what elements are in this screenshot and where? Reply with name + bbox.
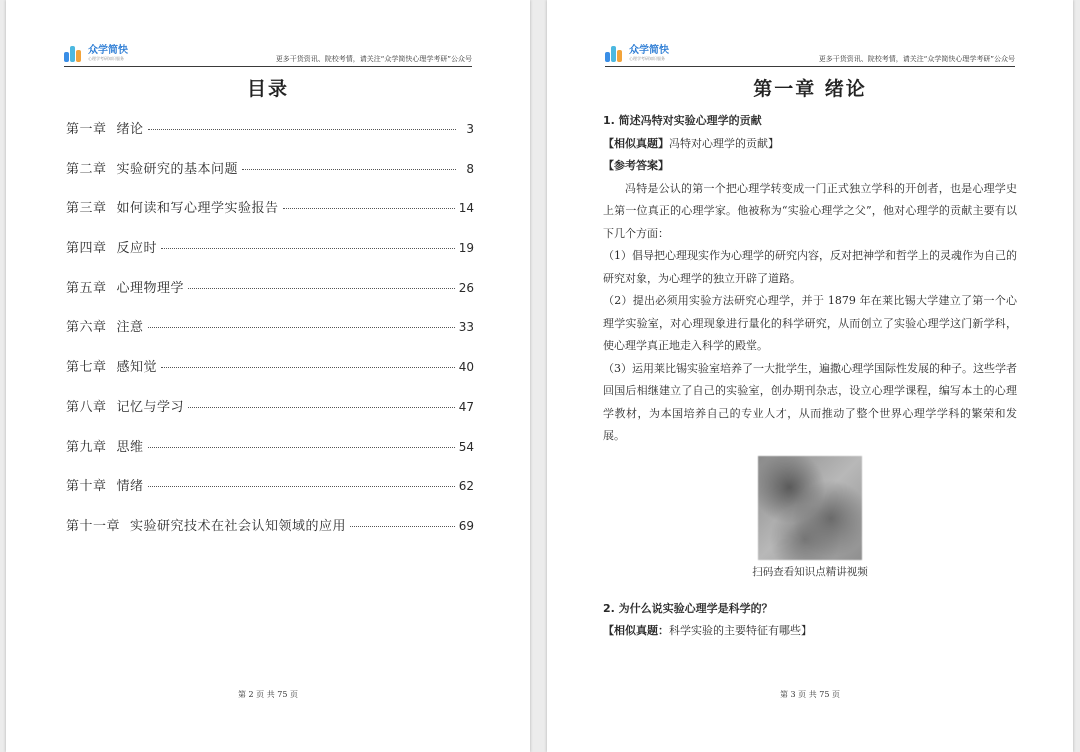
similar-question-1 — [603, 133, 1017, 156]
toc-item[interactable] — [66, 118, 474, 158]
toc-item-title: 反应时 — [116, 241, 158, 257]
header-divider — [605, 66, 1015, 67]
toc-item-title: 如何读和写心理学实验报告 — [116, 201, 279, 217]
toc-page-number: 40 — [458, 360, 474, 375]
logo-icon — [64, 44, 86, 62]
toc-leader — [188, 288, 455, 289]
chapter-body — [603, 110, 1017, 643]
page-header — [64, 44, 472, 66]
toc-page-number: 33 — [458, 320, 474, 335]
toc-item[interactable] — [66, 277, 474, 317]
toc-item[interactable] — [66, 475, 474, 515]
question-1: 1. 简述冯特对实验心理学的贡献 — [603, 114, 762, 127]
toc-chapter: 第九章 — [66, 439, 107, 455]
toc-chapter: 第七章 — [66, 360, 107, 376]
toc-page-number: 8 — [466, 161, 474, 176]
similar-text: 冯特对心理学的贡献】 — [669, 136, 779, 150]
answer-point-1: （1）倡导把心理现实作为心理学的研究内容，反对把神学和哲学上的灵魂作为自己的研究对象，为心理学的独立开辟了道路。 — [603, 249, 1017, 285]
toc-page-number: 14 — [458, 201, 474, 216]
toc-item-title: 实验研究的基本问题 — [116, 161, 239, 177]
brand-subtitle: 心理学考研知识服务 — [629, 55, 665, 61]
toc-leader — [148, 327, 455, 328]
header-slogan: 更多干货资讯、院校考情，请关注“众学简快心理学考研”公众号 — [818, 55, 1015, 63]
toc-item-title: 记忆与学习 — [116, 399, 185, 415]
header-slogan: 更多干货资讯、院校考情，请关注“众学简快心理学考研”公众号 — [275, 55, 472, 63]
toc-chapter: 第十一章 — [66, 518, 121, 534]
chapter-title: 第一章 绪论 — [753, 78, 867, 100]
toc-chapter: 第一章 — [66, 122, 107, 137]
toc-leader — [188, 407, 455, 408]
toc-item-title: 感知觉 — [116, 360, 158, 376]
toc-page-number: 47 — [458, 399, 474, 414]
right-page — [547, 0, 1073, 752]
brand-name: 众学简快 — [88, 44, 128, 56]
toc-leader — [350, 526, 455, 527]
toc-leader — [148, 447, 455, 448]
toc-item[interactable] — [66, 356, 474, 396]
brand-subtitle: 心理学考研知识服务 — [88, 55, 124, 61]
answer-point-3: （3）运用莱比锡实验室培养了一大批学生，遍撒心理学国际性发展的种子。这些学者回国后相继建立了自己的实验室，创办期刊杂志，设立心理学课程，编写本土的心理学教材，为本国培养自己的专业人才，从而推动了整个世界心理学学科的繁荣和发展。 — [603, 361, 1017, 442]
toc-item[interactable] — [66, 316, 474, 356]
toc-item[interactable] — [66, 436, 474, 476]
toc-leader — [283, 208, 455, 209]
toc-chapter: 第三章 — [66, 201, 107, 217]
page-header — [605, 44, 1015, 66]
toc-chapter: 第六章 — [66, 320, 107, 336]
toc-item[interactable] — [66, 197, 474, 237]
toc-item-title: 绪论 — [116, 122, 144, 137]
toc-chapter: 第十章 — [66, 479, 107, 495]
answer-point-2: （2）提出必须用实验方法研究心理学，并于 1879 年在莱比锡大学建立了第一个心理学实验室，对心理现象进行量化的科学研究，从而创立了实验心理学这门新学科，使心理学真正地走入科学的殿堂。 — [603, 294, 1017, 352]
toc-item[interactable] — [66, 237, 474, 277]
toc-page-number: 19 — [458, 241, 474, 256]
toc-title: 目录 — [246, 78, 289, 100]
toc-leader — [161, 248, 455, 249]
brand-name: 众学简快 — [629, 44, 669, 56]
qr-caption: 扫码查看知识点精讲视频 — [752, 565, 868, 578]
similar-tag: 【相似真题】 — [603, 136, 669, 150]
toc-item[interactable] — [66, 396, 474, 436]
similar-tag: 【相似真题： — [603, 624, 669, 637]
toc-leader — [161, 367, 455, 368]
toc-page-number: 3 — [466, 122, 474, 136]
header-divider — [64, 66, 472, 67]
answer-intro: 冯特是公认的第一个把心理学转变成一门正式独立学科的开创者，也是心理学史上第一位真正的心理学家。他被称为“实验心理学之父”，他对心理学的贡献主要有以下几个方面： — [603, 181, 1017, 240]
toc-item-title: 情绪 — [116, 479, 144, 495]
similar-text: 科学实验的主要特征有哪些】 — [669, 624, 812, 637]
answer-tag: 【参考答案】 — [603, 159, 669, 172]
brand-logo — [64, 44, 128, 62]
qr-code-image[interactable] — [758, 456, 862, 560]
page-footer: 第 2 页 共 75 页 — [238, 690, 298, 699]
table-of-contents — [66, 118, 474, 555]
toc-item-title: 注意 — [116, 320, 144, 336]
left-page — [6, 0, 530, 752]
toc-item[interactable] — [66, 515, 474, 555]
toc-leader — [242, 169, 456, 170]
toc-page-number: 26 — [458, 280, 474, 295]
brand-logo — [605, 44, 669, 62]
toc-chapter: 第八章 — [66, 399, 107, 415]
qr-block — [603, 456, 1017, 580]
toc-item[interactable] — [66, 158, 474, 198]
question-2: 2. 为什么说实验心理学是科学的？ — [603, 601, 773, 615]
logo-icon — [605, 44, 627, 62]
toc-item-title: 实验研究技术在社会认知领域的应用 — [130, 518, 347, 534]
toc-leader — [148, 129, 456, 130]
toc-chapter: 第四章 — [66, 241, 107, 257]
toc-chapter: 第五章 — [66, 280, 107, 296]
toc-page-number: 69 — [458, 518, 474, 533]
toc-item-title: 心理物理学 — [116, 280, 185, 296]
toc-chapter: 第二章 — [66, 161, 107, 177]
toc-page-number: 54 — [458, 439, 474, 454]
page-footer: 第 3 页 共 75 页 — [780, 690, 840, 699]
toc-page-number: 62 — [458, 479, 474, 494]
toc-item-title: 思维 — [116, 439, 144, 455]
toc-leader — [148, 486, 455, 487]
similar-question-2 — [603, 620, 1017, 643]
